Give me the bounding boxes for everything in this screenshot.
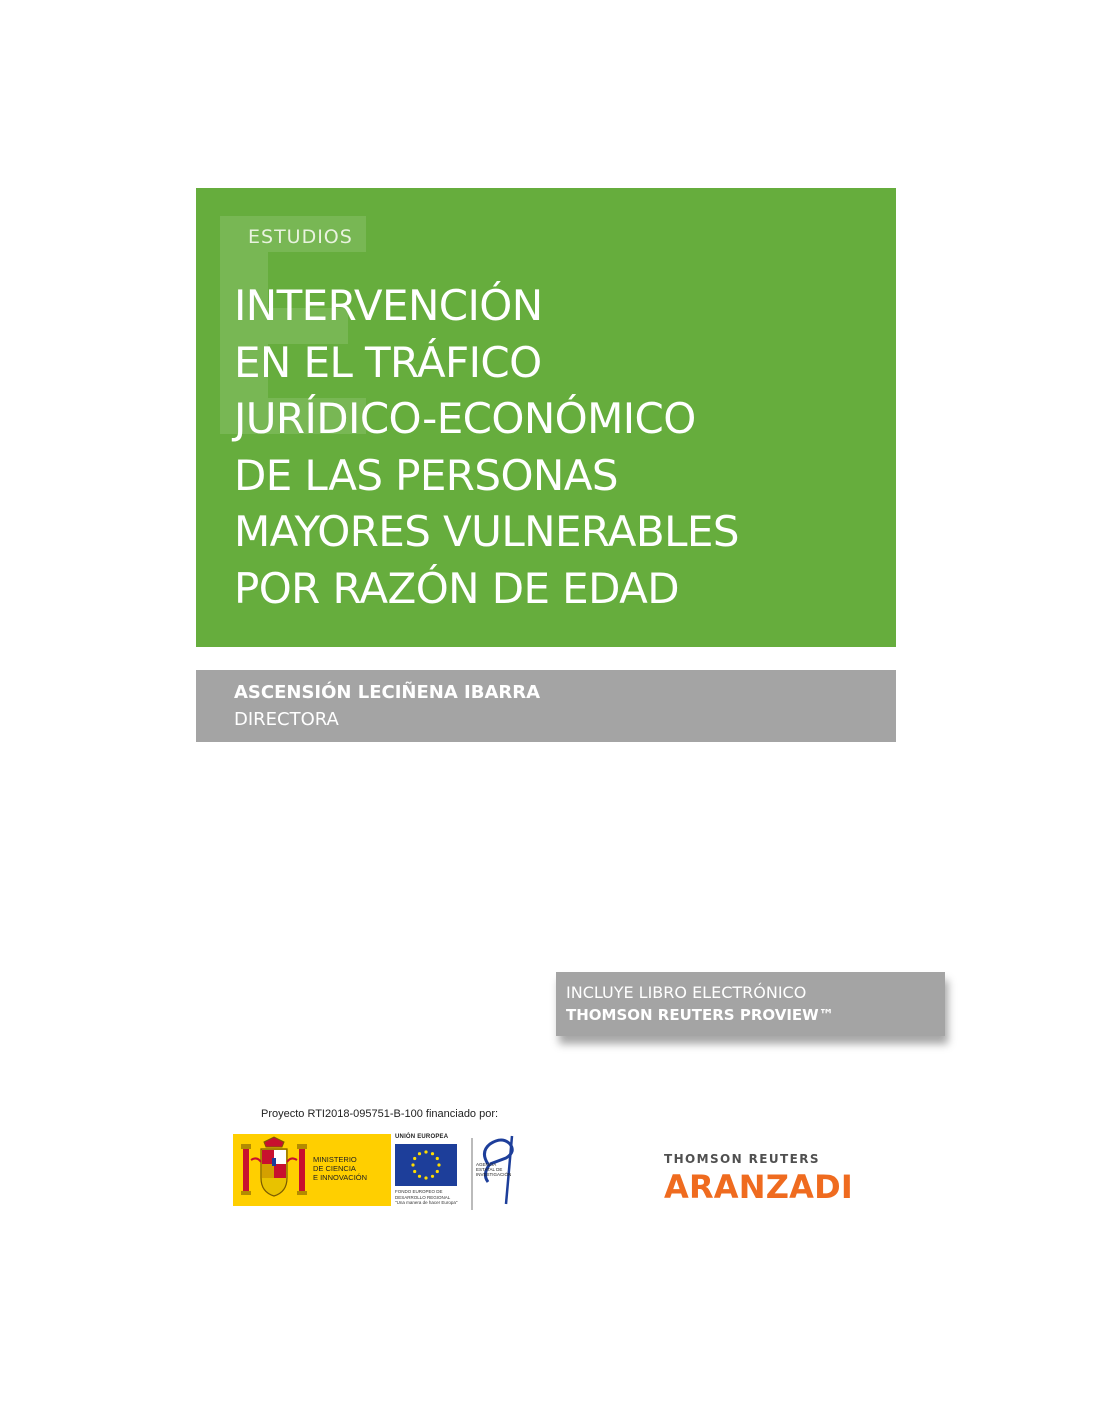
publisher-name: ARANZADI [664, 1168, 853, 1206]
eu-fund-line: DESARROLLO REGIONAL [395, 1194, 451, 1200]
agency-name [476, 1162, 516, 1210]
ministry-line: DE CIENCIA [313, 1164, 356, 1173]
ebook-line-1: INCLUYE LIBRO ELECTRÓNICO [566, 983, 807, 1002]
title-panel [196, 188, 896, 647]
ebook-line-2: THOMSON REUTERS PROVIEW™ [566, 1006, 834, 1024]
title-line: MAYORES VULNERABLES [234, 507, 739, 556]
series-label: ESTUDIOS [248, 226, 353, 248]
eu-label: UNIÓN EUROPEA [395, 1134, 449, 1140]
book-title [234, 278, 739, 617]
publisher-parent: THOMSON REUTERS [664, 1152, 820, 1166]
eu-logo [395, 1134, 465, 1210]
ministry-line: MINISTERIO [313, 1155, 357, 1164]
funding-text: Proyecto RTI2018-095751-B-100 financiado por: [261, 1108, 499, 1120]
research-agency-logo [468, 1134, 518, 1210]
spanish-coat-of-arms-icon [237, 1134, 311, 1206]
title-line: POR RAZÓN DE EDAD [234, 563, 679, 613]
agency-line: ESTATAL DE [476, 1167, 503, 1172]
agency-line: AGENCIA [476, 1162, 497, 1167]
ministry-line: E INNOVACIÓN [313, 1173, 368, 1182]
title-line: INTERVENCIÓN [234, 281, 543, 330]
publisher-logo [664, 1152, 853, 1207]
agency-line: INVESTIGACIÓN [476, 1172, 512, 1177]
eu-flag-icon [395, 1144, 457, 1186]
eu-fund-name [395, 1189, 465, 1206]
ebook-badge [556, 972, 945, 1036]
eu-fund-line: "Una manera de hacer Europa" [395, 1200, 458, 1205]
ministry-name [313, 1155, 367, 1182]
author-role: DIRECTORA [234, 709, 339, 730]
author-name: ASCENSIÓN LECIÑENA IBARRA [234, 682, 541, 703]
title-line: EN EL TRÁFICO [234, 337, 542, 387]
title-line: DE LAS PERSONAS [234, 450, 618, 500]
ministry-logo [233, 1134, 391, 1206]
title-line: JURÍDICO-ECONÓMICO [234, 394, 696, 443]
eu-fund-line: FONDO EUROPEO DE [395, 1189, 443, 1194]
author-bar [196, 670, 896, 742]
